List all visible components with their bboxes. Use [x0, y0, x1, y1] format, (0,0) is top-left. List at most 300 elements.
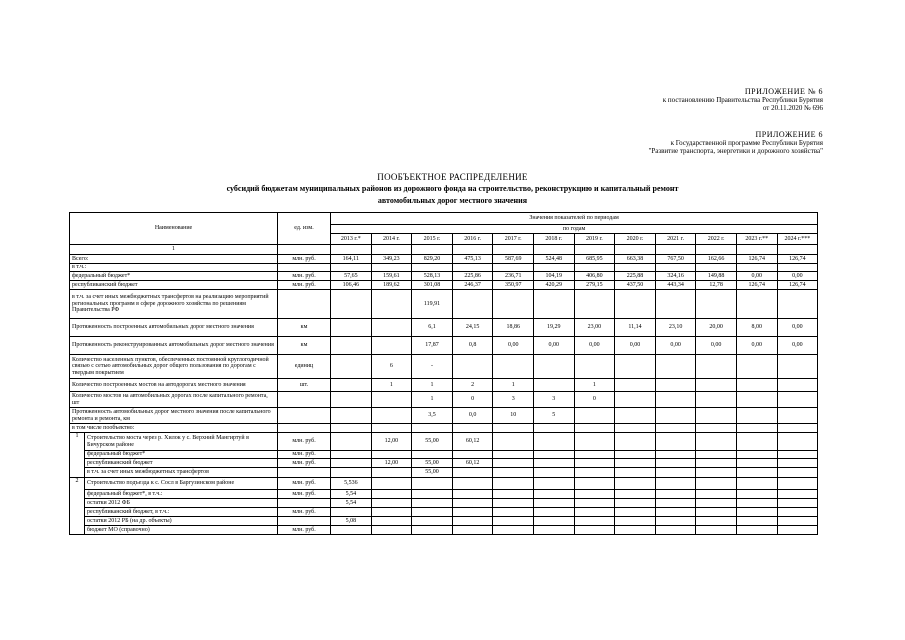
- value-cell: [736, 478, 777, 490]
- table-row: [70, 355, 818, 379]
- value-cell: [493, 355, 534, 379]
- value-cell: [371, 290, 412, 319]
- value-cell: 55,00: [412, 433, 453, 451]
- value-cell: [574, 433, 615, 451]
- value-cell: [655, 355, 696, 379]
- column-header-by-years: по годам: [331, 225, 818, 234]
- value-cell: [615, 478, 656, 490]
- table-row: [70, 526, 818, 535]
- value-cell: [777, 508, 818, 517]
- row-unit: млн. руб.: [278, 272, 331, 281]
- row-name: в т.ч. за счет иных межбюджетных трансфертов на реализацию мероприятий региональных программ в сфере дорожного хозяйства по решениям Правительства РФ: [70, 290, 278, 319]
- value-cell: 225,86: [452, 272, 493, 281]
- value-cell: [777, 468, 818, 478]
- value-cell: [615, 433, 656, 451]
- row-unit: млн. руб.: [278, 459, 331, 468]
- value-cell: [696, 478, 737, 490]
- row-unit: млн. руб.: [278, 478, 331, 490]
- row-name: республиканский бюджет: [70, 281, 278, 290]
- empty-cell: [371, 245, 412, 255]
- value-cell: 5,54: [331, 490, 372, 499]
- value-cell: 162,66: [696, 255, 737, 264]
- row-unit: [278, 392, 331, 408]
- value-cell: 0,00: [777, 272, 818, 281]
- value-cell: [452, 499, 493, 508]
- document-title: ПООБЪЕКТНОЕ РАСПРЕДЕЛЕНИЕ: [377, 172, 528, 182]
- row-unit: [278, 424, 331, 433]
- value-cell: [331, 526, 372, 535]
- value-cell: [331, 508, 372, 517]
- empty-cell: [574, 245, 615, 255]
- value-cell: 225,88: [615, 272, 656, 281]
- table-row: [70, 499, 818, 508]
- value-cell: [371, 508, 412, 517]
- value-cell: [574, 499, 615, 508]
- value-cell: [493, 459, 534, 468]
- value-cell: [331, 468, 372, 478]
- value-cell: [615, 451, 656, 459]
- value-cell: 60,12: [452, 459, 493, 468]
- value-cell: 1: [412, 379, 453, 392]
- value-cell: [412, 490, 453, 499]
- value-cell: 0,0: [452, 408, 493, 424]
- value-cell: 279,15: [574, 281, 615, 290]
- value-cell: [533, 478, 574, 490]
- value-cell: 0,8: [452, 337, 493, 355]
- value-cell: [696, 424, 737, 433]
- value-cell: [452, 355, 493, 379]
- value-cell: [736, 424, 777, 433]
- value-cell: [331, 459, 372, 468]
- year-header: 2021 г.: [655, 234, 696, 245]
- value-cell: 0,00: [736, 272, 777, 281]
- value-cell: [655, 517, 696, 526]
- table-row: [70, 424, 818, 433]
- value-cell: 349,23: [371, 255, 412, 264]
- row-unit: [278, 517, 331, 526]
- year-header: 2024 г.***: [777, 234, 818, 245]
- appendix-line: от 20.11.2020 № 696: [762, 104, 823, 112]
- value-cell: [615, 392, 656, 408]
- value-cell: [533, 517, 574, 526]
- value-cell: [371, 478, 412, 490]
- value-cell: 443,34: [655, 281, 696, 290]
- row-name: в т.ч.:: [70, 264, 278, 272]
- value-cell: [574, 451, 615, 459]
- row-name: Строительство моста через р. Хилок у с. Верхний Мангиртуй в Бичурском районе: [85, 433, 278, 451]
- value-cell: [615, 290, 656, 319]
- value-cell: [777, 490, 818, 499]
- value-cell: [452, 424, 493, 433]
- value-cell: [655, 490, 696, 499]
- value-cell: [533, 459, 574, 468]
- value-cell: [493, 508, 534, 517]
- value-cell: [615, 408, 656, 424]
- value-cell: [412, 517, 453, 526]
- value-cell: [371, 468, 412, 478]
- value-cell: [696, 499, 737, 508]
- value-cell: [655, 526, 696, 535]
- value-cell: [777, 433, 818, 451]
- value-cell: 246,37: [452, 281, 493, 290]
- value-cell: 420,29: [533, 281, 574, 290]
- appendix-line: "Развитие транспорта, энергетики и дорожного хозяйства": [648, 147, 823, 155]
- value-cell: 6: [371, 355, 412, 379]
- value-cell: 189,62: [371, 281, 412, 290]
- value-cell: [331, 424, 372, 433]
- value-cell: [655, 478, 696, 490]
- value-cell: 17,87: [412, 337, 453, 355]
- value-cell: [777, 290, 818, 319]
- empty-cell: [696, 245, 737, 255]
- value-cell: [655, 459, 696, 468]
- empty-cell: [412, 245, 453, 255]
- value-cell: [371, 517, 412, 526]
- value-cell: 528,13: [412, 272, 453, 281]
- row-name: Количество населенных пунктов, обеспеченных постоянной круглогодичной связью с сетью автомобильных дорог общего пользования по дорогам с твердым покрытием: [70, 355, 278, 379]
- row-unit: [278, 290, 331, 319]
- value-cell: 12,00: [371, 459, 412, 468]
- value-cell: [777, 264, 818, 272]
- value-cell: 18,86: [493, 319, 534, 337]
- value-cell: 57,65: [331, 272, 372, 281]
- value-cell: 12,78: [696, 281, 737, 290]
- appendix-header-resolution: [663, 88, 823, 112]
- value-cell: 324,16: [655, 272, 696, 281]
- value-cell: [452, 478, 493, 490]
- value-cell: 3: [533, 392, 574, 408]
- value-cell: [736, 355, 777, 379]
- value-cell: [696, 526, 737, 535]
- row-name: бюджет МО (справочно): [85, 526, 278, 535]
- value-cell: [736, 451, 777, 459]
- value-cell: 60,12: [452, 433, 493, 451]
- year-header: 2014 г.: [371, 234, 412, 245]
- value-cell: [655, 408, 696, 424]
- year-header: 2016 г.: [452, 234, 493, 245]
- value-cell: [533, 508, 574, 517]
- value-cell: [696, 379, 737, 392]
- value-cell: [331, 379, 372, 392]
- row-name: Всего:: [70, 255, 278, 264]
- row-unit: [278, 468, 331, 478]
- value-cell: [533, 499, 574, 508]
- value-cell: [736, 379, 777, 392]
- value-cell: [331, 408, 372, 424]
- value-cell: [777, 424, 818, 433]
- year-header: 2022 г.: [696, 234, 737, 245]
- value-cell: [574, 490, 615, 499]
- value-cell: [696, 468, 737, 478]
- value-cell: 1: [493, 379, 534, 392]
- value-cell: [331, 337, 372, 355]
- row-unit: млн. руб.: [278, 490, 331, 499]
- value-cell: [777, 451, 818, 459]
- value-cell: [412, 526, 453, 535]
- value-cell: [777, 379, 818, 392]
- row-unit: [278, 264, 331, 272]
- year-header: 2017 г.: [493, 234, 534, 245]
- value-cell: [412, 451, 453, 459]
- value-cell: [371, 392, 412, 408]
- value-cell: 5,08: [331, 517, 372, 526]
- value-cell: [615, 264, 656, 272]
- value-cell: [452, 517, 493, 526]
- value-cell: 829,20: [412, 255, 453, 264]
- empty-cell: [736, 245, 777, 255]
- value-cell: 3: [493, 392, 534, 408]
- value-cell: [533, 433, 574, 451]
- value-cell: [696, 459, 737, 468]
- value-cell: 159,61: [371, 272, 412, 281]
- value-cell: [452, 264, 493, 272]
- value-cell: [615, 508, 656, 517]
- table-row: [70, 264, 818, 272]
- value-cell: 106,46: [331, 281, 372, 290]
- table-row: [70, 379, 818, 392]
- value-cell: [331, 264, 372, 272]
- value-cell: 767,50: [655, 255, 696, 264]
- column-header-name: Наименование: [70, 213, 278, 245]
- value-cell: [493, 526, 534, 535]
- value-cell: 1: [371, 379, 412, 392]
- value-cell: [777, 526, 818, 535]
- value-cell: 55,00: [412, 459, 453, 468]
- row-name: федеральный бюджет*: [85, 451, 278, 459]
- value-cell: [493, 490, 534, 499]
- value-cell: 6,1: [412, 319, 453, 337]
- year-header: 2018 г.: [533, 234, 574, 245]
- value-cell: [331, 392, 372, 408]
- value-cell: [533, 355, 574, 379]
- empty-cell: [655, 245, 696, 255]
- value-cell: 0: [452, 392, 493, 408]
- value-cell: 0,00: [696, 337, 737, 355]
- value-cell: [736, 433, 777, 451]
- value-cell: 2: [452, 379, 493, 392]
- row-name: республиканский бюджет, в т.ч.:: [85, 508, 278, 517]
- value-cell: 10: [493, 408, 534, 424]
- object-number: 2: [70, 478, 85, 535]
- value-cell: [777, 355, 818, 379]
- value-cell: [452, 526, 493, 535]
- value-cell: [574, 478, 615, 490]
- value-cell: [452, 508, 493, 517]
- value-cell: [574, 355, 615, 379]
- value-cell: [655, 379, 696, 392]
- value-cell: 12,00: [371, 433, 412, 451]
- value-cell: 0,00: [493, 337, 534, 355]
- value-cell: [493, 517, 534, 526]
- table-row: [70, 490, 818, 499]
- value-cell: [696, 517, 737, 526]
- value-cell: [696, 433, 737, 451]
- row-unit: [278, 408, 331, 424]
- value-cell: [533, 526, 574, 535]
- value-cell: [371, 337, 412, 355]
- value-cell: [412, 264, 453, 272]
- year-header: 2015 г.: [412, 234, 453, 245]
- appendix-title: ПРИЛОЖЕНИЕ № 6: [744, 87, 823, 96]
- row-unit: км: [278, 337, 331, 355]
- value-cell: [452, 290, 493, 319]
- value-cell: [574, 459, 615, 468]
- value-cell: [574, 424, 615, 433]
- value-cell: 1: [574, 379, 615, 392]
- value-cell: [371, 319, 412, 337]
- value-cell: [493, 433, 534, 451]
- value-cell: [615, 468, 656, 478]
- row-unit: млн. руб.: [278, 433, 331, 451]
- value-cell: 55,00: [412, 468, 453, 478]
- value-cell: 587,69: [493, 255, 534, 264]
- value-cell: 19,29: [533, 319, 574, 337]
- empty-cell: [493, 245, 534, 255]
- value-cell: [533, 424, 574, 433]
- value-cell: [777, 517, 818, 526]
- value-cell: 126,74: [736, 281, 777, 290]
- value-cell: [493, 478, 534, 490]
- year-header: 2020 г.: [615, 234, 656, 245]
- value-cell: [412, 508, 453, 517]
- empty-cell: [278, 245, 331, 255]
- value-cell: 3,5: [412, 408, 453, 424]
- value-cell: 406,80: [574, 272, 615, 281]
- value-cell: 685,95: [574, 255, 615, 264]
- table-row: [70, 272, 818, 281]
- value-cell: [655, 424, 696, 433]
- table-row: [70, 478, 818, 490]
- value-cell: [574, 264, 615, 272]
- value-cell: 24,15: [452, 319, 493, 337]
- value-cell: [777, 499, 818, 508]
- empty-cell: [331, 245, 372, 255]
- value-cell: [655, 451, 696, 459]
- value-cell: [331, 319, 372, 337]
- value-cell: [452, 468, 493, 478]
- column-index: 1: [70, 245, 278, 255]
- value-cell: [696, 355, 737, 379]
- value-cell: 164,11: [331, 255, 372, 264]
- value-cell: [533, 264, 574, 272]
- value-cell: 0,00: [574, 337, 615, 355]
- value-cell: [331, 290, 372, 319]
- table-row: [70, 508, 818, 517]
- value-cell: [655, 499, 696, 508]
- value-cell: [574, 517, 615, 526]
- value-cell: [412, 424, 453, 433]
- row-name: остатки 2012 ФБ: [85, 499, 278, 508]
- distribution-table: [69, 212, 818, 535]
- row-unit: млн. руб.: [278, 526, 331, 535]
- value-cell: [371, 490, 412, 499]
- value-cell: [574, 508, 615, 517]
- value-cell: 0,00: [615, 337, 656, 355]
- value-cell: 301,08: [412, 281, 453, 290]
- table-row: [70, 408, 818, 424]
- value-cell: [331, 433, 372, 451]
- column-header-unit: ед. изм.: [278, 213, 331, 245]
- value-cell: [736, 459, 777, 468]
- value-cell: [574, 290, 615, 319]
- row-name: в т.ч. за счет иных межбюджетных трансфертов: [85, 468, 278, 478]
- value-cell: [615, 490, 656, 499]
- value-cell: 5,536: [331, 478, 372, 490]
- appendix-title: ПРИЛОЖЕНИЕ 6: [755, 130, 823, 139]
- value-cell: [696, 392, 737, 408]
- value-cell: [493, 451, 534, 459]
- value-cell: [696, 264, 737, 272]
- value-cell: 1: [412, 392, 453, 408]
- value-cell: [371, 499, 412, 508]
- value-cell: [331, 355, 372, 379]
- value-cell: [331, 451, 372, 459]
- value-cell: [452, 451, 493, 459]
- row-unit: км: [278, 319, 331, 337]
- row-name: Количество построенных мостов на автодорогах местного значения: [70, 379, 278, 392]
- value-cell: 8,00: [736, 319, 777, 337]
- value-cell: [493, 290, 534, 319]
- value-cell: 126,74: [777, 255, 818, 264]
- value-cell: 23,00: [574, 319, 615, 337]
- value-cell: [736, 499, 777, 508]
- value-cell: [412, 499, 453, 508]
- value-cell: 475,13: [452, 255, 493, 264]
- value-cell: [655, 508, 696, 517]
- value-cell: 0,00: [736, 337, 777, 355]
- value-cell: -: [412, 355, 453, 379]
- value-cell: [655, 468, 696, 478]
- value-cell: 126,74: [777, 281, 818, 290]
- object-number: 1: [70, 433, 85, 478]
- row-unit: млн. руб.: [278, 451, 331, 459]
- table-row: [70, 281, 818, 290]
- table-row: [70, 451, 818, 459]
- row-name: Протяженность построенных автомобильных дорог местного значения: [70, 319, 278, 337]
- empty-cell: [615, 245, 656, 255]
- value-cell: [655, 392, 696, 408]
- value-cell: 104,19: [533, 272, 574, 281]
- value-cell: [736, 392, 777, 408]
- value-cell: [371, 451, 412, 459]
- row-name: федеральный бюджет*: [70, 272, 278, 281]
- value-cell: [655, 264, 696, 272]
- value-cell: [493, 499, 534, 508]
- value-cell: [696, 290, 737, 319]
- value-cell: [615, 459, 656, 468]
- value-cell: [412, 478, 453, 490]
- value-cell: [736, 408, 777, 424]
- value-cell: [736, 490, 777, 499]
- value-cell: [615, 526, 656, 535]
- row-name: остатки 2012 РБ (на др. объекты): [85, 517, 278, 526]
- value-cell: [696, 408, 737, 424]
- row-unit: единиц: [278, 355, 331, 379]
- table-row: [70, 468, 818, 478]
- value-cell: [574, 408, 615, 424]
- value-cell: [574, 526, 615, 535]
- value-cell: [452, 490, 493, 499]
- value-cell: 0,00: [533, 337, 574, 355]
- value-cell: [493, 468, 534, 478]
- value-cell: 0,00: [777, 337, 818, 355]
- value-cell: 5,54: [331, 499, 372, 508]
- value-cell: 350,97: [493, 281, 534, 290]
- value-cell: [736, 468, 777, 478]
- value-cell: [615, 424, 656, 433]
- empty-cell: [452, 245, 493, 255]
- index-row: [70, 245, 818, 255]
